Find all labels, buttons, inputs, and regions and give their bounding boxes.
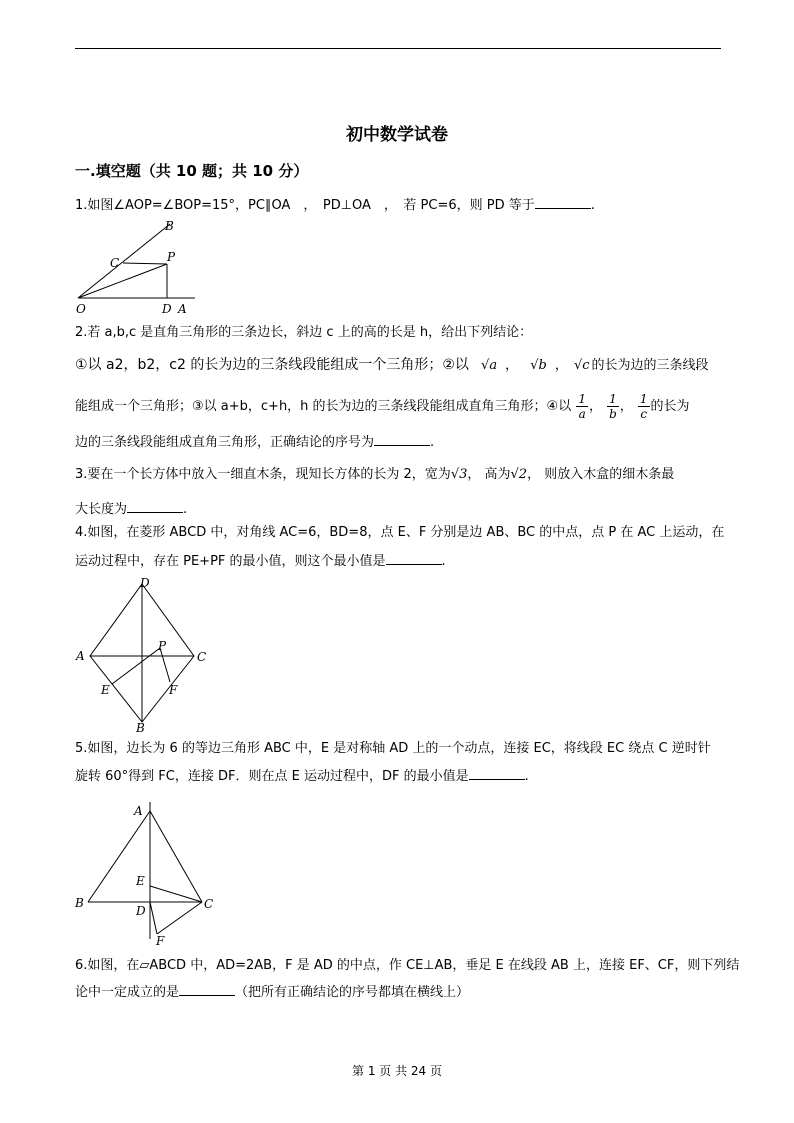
- answer-blank-5: [469, 766, 525, 780]
- question-2-line-2: ①以 a2，b2，c2 的长为边的三条线段能组成一个三角形；②以 √a ， √b ， √c 的长为边的三条线段: [75, 357, 709, 373]
- label-D: D: [140, 576, 150, 590]
- question-5-line-2-text: 旋转 60°得到 FC，连接 DF．则在点 E 运动过程中，DF 的最小值是: [75, 769, 469, 784]
- question-1-text: [75, 195, 725, 215]
- question-2-line-4: [75, 432, 725, 452]
- question-3-line-1: [75, 466, 725, 484]
- frac-c-num: 1: [639, 392, 648, 406]
- question-4-line-2: [75, 551, 725, 571]
- frac-a-den: a: [578, 407, 586, 421]
- sqrt-3: √3: [450, 467, 468, 482]
- sqrt-2: √2: [510, 467, 528, 482]
- label-O: O: [76, 302, 86, 316]
- fraction-1-over-b: [607, 392, 619, 421]
- label-F: F: [169, 683, 178, 697]
- question-4-figure: [72, 574, 217, 738]
- frac-b-den: b: [609, 407, 617, 421]
- question-2-line-3-end: 的长为: [650, 399, 690, 414]
- question-1-stem: 1.如图∠AOP=∠BOP=15°，PC∥OA ， PD⊥OA ， 若 PC=6，则 PD 等于: [75, 198, 535, 213]
- section-heading: 一.填空题（共 10 题；共 10 分）: [75, 162, 309, 180]
- question-2-line-3: 能组成一个三角形；③以 a+b，c+h，h 的长为边的三条线段能组成直角三角形；④以 $\frac{1}{a}$ ， $\frac{1}{b}$ ， $\frac{1}{c}$ 的长为: [75, 392, 690, 421]
- question-2-line-4-text: 边的三条线段能组成直角三角形，正确结论的序号为: [75, 435, 375, 450]
- answer-blank-1: [535, 195, 591, 209]
- question-5-figure: [70, 797, 220, 956]
- page-title: 初中数学试卷: [346, 125, 448, 145]
- label-A: A: [178, 302, 187, 316]
- question-4-line-2-end: .: [441, 554, 446, 569]
- fraction-1-over-a: [576, 392, 588, 421]
- question-4-line-2-text: 运动过程中，存在 PE+PF 的最小值，则这个最小值是: [75, 554, 386, 569]
- question-5-line-1: 5.如图，边长为 6 的等边三角形 ABC 中，E 是对称轴 AD 上的一个动点，连接 EC，将线段 EC 绕点 C 逆时针: [75, 741, 711, 756]
- label-D: D: [136, 904, 146, 918]
- label-P: P: [158, 639, 167, 653]
- label-F: F: [156, 934, 165, 948]
- label-C: C: [197, 650, 207, 664]
- figure-rhombus: [72, 574, 217, 734]
- label-A: A: [134, 804, 143, 818]
- page-footer: 第 1 页 共 24 页: [352, 1064, 442, 1078]
- question-6-line-1: 6.如图，在▱ABCD 中，AD=2AB，F 是 AD 的中点，作 CE⊥AB，垂足 E 在线段 AB 上，连接 EF、CF，则下列结: [75, 958, 740, 973]
- label-B: B: [165, 219, 174, 233]
- question-3-line-1-text: 3.要在一个长方体中放入一细直木条，现知长方体的长为 2，宽为: [75, 467, 451, 482]
- label-P: P: [167, 250, 176, 264]
- question-2-line-1: 2.若 a,b,c 是直角三角形的三条边长，斜边 c 上的高的长是 h，给出下列结论：: [75, 325, 533, 340]
- question-3-line-1-end: ， 则放入木盒的细木条最: [527, 467, 675, 482]
- answer-blank-4: [386, 551, 442, 565]
- frac-c-den: c: [640, 407, 648, 421]
- question-2-line-2-text: ①以 a2，b2，c2 的长为边的三条线段能组成一个三角形；②以: [75, 357, 469, 373]
- figure-angle-diagram: [70, 218, 200, 318]
- label-B: B: [136, 721, 145, 734]
- question-5-line-2-end: .: [524, 769, 529, 784]
- label-C: C: [110, 256, 120, 270]
- answer-blank-6: [179, 982, 235, 996]
- question-3-line-1-mid: ， 高为: [467, 467, 511, 482]
- question-3-line-2-text: 大长度为: [75, 502, 128, 517]
- question-3-line-2-end: .: [183, 502, 188, 517]
- frac-b-num: 1: [609, 392, 617, 406]
- label-B: B: [75, 896, 84, 910]
- figure-triangle: [70, 797, 220, 952]
- answer-blank-3: [127, 499, 183, 513]
- label-E: E: [136, 874, 145, 888]
- label-E: E: [101, 683, 110, 697]
- question-2-line-4-end: .: [430, 435, 435, 450]
- question-5-line-2: [75, 766, 725, 786]
- question-6-line-2-end: （把所有正确结论的序号都填在横线上）: [235, 985, 470, 1000]
- sqrt-a: √a: [481, 358, 498, 373]
- header-rule: [75, 48, 721, 49]
- fraction-1-over-c: [638, 392, 650, 421]
- question-4-line-1: 4.如图，在菱形 ABCD 中，对角线 AC=6，BD=8，点 E、F 分别是边 AB、BC 的中点，点 P 在 AC 上运动，在: [75, 525, 725, 540]
- label-C: C: [204, 897, 214, 911]
- question-1-figure: [70, 218, 200, 322]
- answer-blank-2: [374, 432, 430, 446]
- sqrt-b: √b: [530, 358, 547, 373]
- question-2-line-2-end: 的长为边的三条线段: [591, 358, 709, 373]
- question-2-line-3-text: 能组成一个三角形；③以 a+b，c+h，h 的长为边的三条线段能组成直角三角形；④以: [75, 399, 572, 414]
- question-6-line-2: [75, 982, 725, 1002]
- question-3-line-2: [75, 499, 725, 519]
- frac-a-num: 1: [578, 392, 586, 406]
- label-A: A: [76, 649, 85, 663]
- question-6-line-2-text: 论中一定成立的是: [75, 985, 180, 1000]
- label-D: D: [162, 302, 172, 316]
- sqrt-c: √c: [573, 358, 590, 373]
- question-1-end: .: [590, 198, 595, 213]
